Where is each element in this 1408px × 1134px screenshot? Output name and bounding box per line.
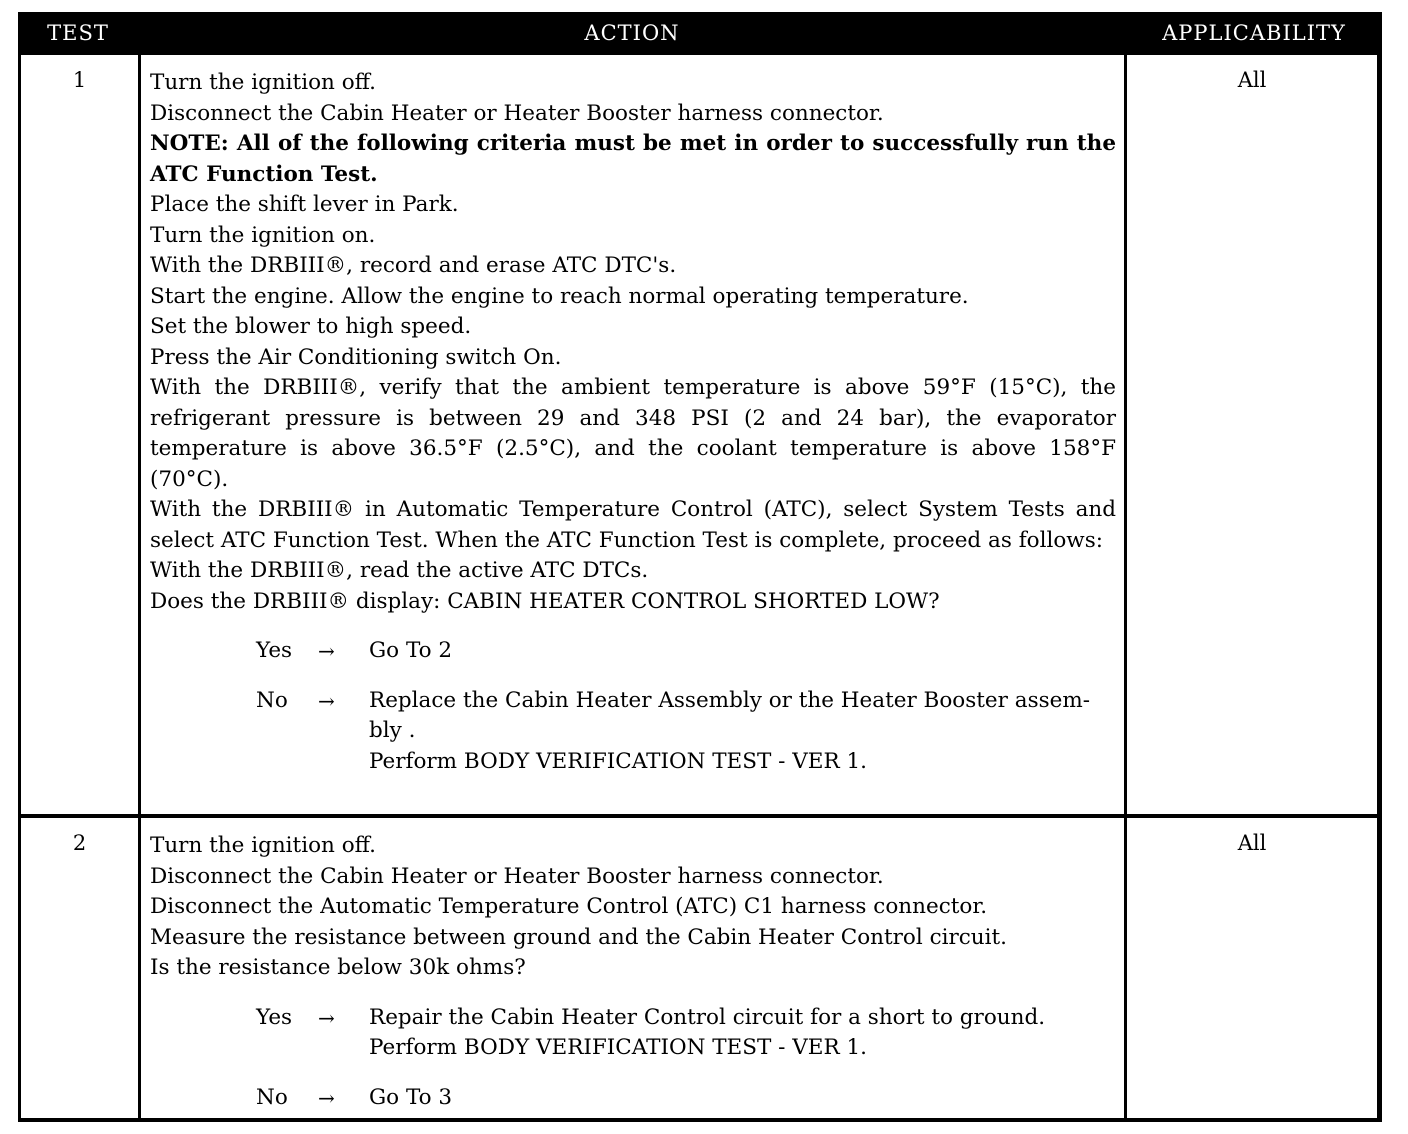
- branch-text: Go To 3: [369, 1084, 453, 1110]
- applicability-value: All: [1237, 68, 1267, 92]
- row-2-test-number: [21, 818, 138, 1118]
- diagnostic-table: [18, 12, 1382, 1122]
- step-text: With the DRBIII®, read the active ATC DTCs.: [150, 558, 649, 583]
- header-test: TEST: [47, 21, 109, 45]
- branch-yes: [150, 636, 1116, 667]
- step-text: Measure the resistance between ground and the Cabin Heater Control circuit.: [150, 924, 1008, 950]
- step-text: Set the blower to high speed.: [150, 314, 472, 339]
- step-text: Disconnect the Cabin Heater or Heater Booster harness connector.: [150, 100, 884, 126]
- step-text: With the DRBIII®, record and erase ATC DTC's.: [150, 253, 677, 278]
- row-2-action: [141, 818, 1124, 1118]
- step-text: Disconnect the Cabin Heater or Heater Booster harness connector.: [150, 863, 884, 889]
- test-number: 2: [72, 831, 87, 855]
- branch-no: [150, 686, 1116, 778]
- branch-yes: [150, 1003, 1116, 1064]
- step-text: Place the shift lever in Park.: [150, 192, 459, 217]
- header-applicability: APPLICABILITY: [1162, 21, 1346, 45]
- branch-text: Perform BODY VERIFICATION TEST - VER 1.: [369, 1035, 868, 1060]
- branch-label: No: [256, 687, 288, 713]
- branch-text: Repair the Cabin Heater Control circuit for a short to ground.: [369, 1004, 1046, 1030]
- branch-label: Yes: [256, 1004, 293, 1030]
- branch-text: Go To 2: [369, 638, 453, 663]
- note-text: NOTE: All of the following criteria must be met in order to successfully run the ATC Function Test.: [150, 131, 1116, 187]
- step-text: Disconnect the Automatic Temperature Control (ATC) C1 harness connector.: [150, 894, 988, 919]
- row-1-test-number: [21, 55, 138, 814]
- branch-text: Perform BODY VERIFICATION TEST - VER 1.: [369, 748, 868, 774]
- branch-label: Yes: [256, 638, 293, 663]
- step-text: Turn the ignition off.: [150, 833, 376, 858]
- row-1-applicability: [1127, 55, 1377, 814]
- test-number: 1: [72, 68, 87, 92]
- step-paragraph: With the DRBIII®, verify that the ambient temperature is above 59°F (15°C), the refrigerant pressure is between 29 and 348 PSI (2 and 24 bar), the evaporator temperature is above 36.5°F (2.5°C), and the coolant temperature is above 158°F (70°C).: [150, 375, 1116, 492]
- step-text: Is the resistance below 30k ohms?: [150, 955, 526, 980]
- branch-text: Replace the Cabin Heater Assembly or the Heater Booster assem-: [369, 687, 1091, 713]
- header-action: ACTION: [584, 21, 680, 45]
- arrow-right-icon: →: [318, 688, 335, 713]
- step-paragraph: With the DRBIII® in Automatic Temperature Control (ATC), select System Tests and select ATC Function Test. When the ATC Function Test is complete, proceed as follows:: [150, 497, 1116, 553]
- branch-text: bly .: [369, 718, 416, 743]
- applicability-value: All: [1237, 831, 1267, 855]
- step-text: Turn the ignition off.: [150, 70, 376, 95]
- branch-label: No: [256, 1084, 288, 1110]
- arrow-right-icon: →: [318, 1005, 335, 1030]
- step-text: Turn the ignition on.: [150, 222, 376, 248]
- row-2-applicability: [1127, 818, 1377, 1118]
- branch-no: [150, 1083, 1116, 1114]
- arrow-right-icon: →: [318, 639, 335, 663]
- step-text: Does the DRBIII® display: CABIN HEATER CONTROL SHORTED LOW?: [150, 588, 940, 614]
- step-text: Press the Air Conditioning switch On.: [150, 344, 562, 370]
- table-header: [18, 12, 1382, 54]
- step-text: Start the engine. Allow the engine to reach normal operating temperature.: [150, 283, 969, 309]
- row-1-action: [141, 55, 1124, 814]
- arrow-right-icon: →: [318, 1085, 335, 1110]
